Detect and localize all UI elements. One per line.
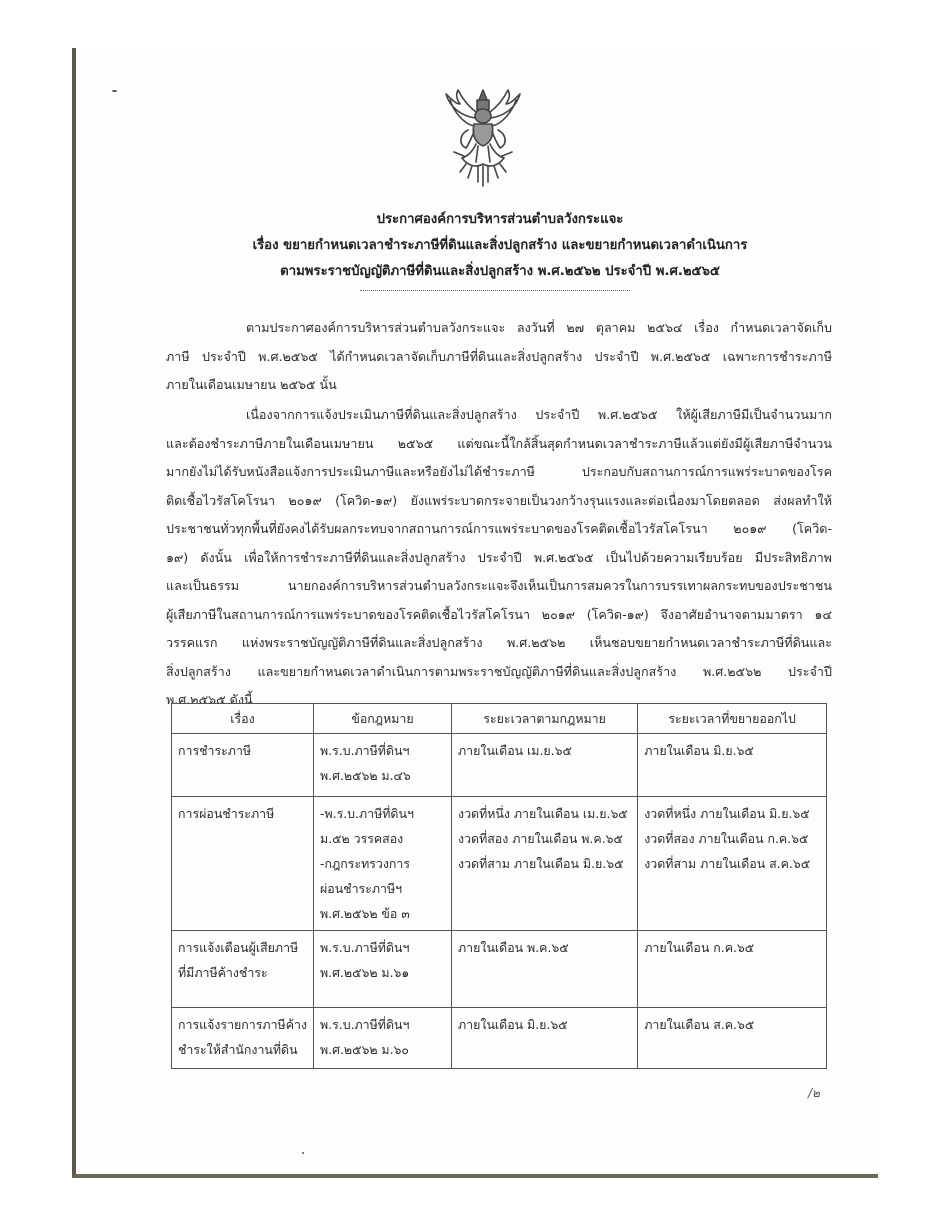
paragraph-line: เนื่องจากการแจ้งประเมินภาษีที่ดินและสิ่งปลูกสร้าง ประจำปี พ.ศ.๒๕๖๕ ให้ผู้เสียภาษีมีเป็นจำนวนมาก: [246, 407, 832, 422]
cell-line: พ.ร.บ.ภาษีที่ดินฯ: [320, 743, 410, 758]
cell-line: ผ่อนชำระภาษีฯ: [320, 881, 403, 896]
cell-subject: [172, 931, 314, 1008]
dotted-separator: [360, 290, 630, 291]
paragraph-line: ผู้เสียภาษีในสถานการณ์การแพร่ระบาดของโรคติดเชื้อไวรัสโคโรนา ๒๐๑๙ (โควิด-๑๙) จึงอาศัยอำนาจตามมาตรา ๑๔: [166, 606, 832, 622]
paragraph-line: และต้องชำระภาษีภายในเดือนเมษายน ๒๕๖๕ แต่ขณะนี้ใกล้สิ้นสุดกำหนดเวลาชำระภาษีแล้วแต่ยังมีผู้เสียภาษีจำนวน: [166, 435, 832, 451]
scan-speck: [302, 1152, 304, 1154]
paragraph-line: ติดเชื้อไวรัสโคโรนา ๒๐๑๙ (โควิด-๑๙) ยังแพร่ระบาดกระจายเป็นวงกว้างรุนแรงและต่อเนื่องมาโดยตลอด ส่งผลทำให้: [166, 492, 832, 508]
cell-line: พ.ศ.๒๕๖๒ ข้อ ๓: [320, 906, 410, 921]
cell-line: -กฎกระทรวงการ: [320, 856, 411, 871]
cell-line: การแจ้งเตือนผู้เสียภาษี: [178, 940, 299, 955]
table-row: [172, 734, 827, 797]
paragraph-line: วรรคแรก แห่งพระราชบัญญัติภาษีที่ดินและสิ่งปลูกสร้าง พ.ศ.๒๕๖๒ เห็นชอบขยายกำหนดเวลาชำระภาษีที่ดินและ: [166, 635, 832, 650]
cell-law: [314, 1008, 452, 1069]
cell-line: งวดที่หนึ่ง ภายในเดือน เม.ย.๖๕: [458, 806, 628, 821]
cell-line: การชำระภาษี: [178, 743, 252, 758]
table-row: [172, 1008, 827, 1069]
cell-law: [314, 797, 452, 931]
cell-line: ภายในเดือน มิ.ย.๖๕: [644, 743, 754, 758]
cell-line: ภายในเดือน ก.ค.๖๕: [644, 940, 755, 955]
paragraph-reason: [166, 401, 832, 715]
cell-extended-period: [638, 797, 827, 931]
cell-subject: [172, 797, 314, 931]
cell-line: ภายในเดือน มิ.ย.๖๕: [458, 1017, 568, 1032]
cell-line: งวดที่หนึ่ง ภายในเดือน มิ.ย.๖๕: [644, 806, 810, 821]
cell-line: ภายในเดือน พ.ค.๖๕: [458, 940, 569, 955]
paragraph-line: สิ่งปลูกสร้าง และขยายกำหนดเวลาดำเนินการตามพระราชบัญญัติภาษีที่ดินและสิ่งปลูกสร้าง พ.ศ.๒๕๖๒ ประจำปี: [166, 663, 832, 679]
cell-line: ชำระให้สำนักงานที่ดิน: [178, 1042, 298, 1057]
header-law: ข้อกฎหมาย: [314, 704, 452, 734]
cell-line: การผ่อนชำระภาษี: [178, 806, 275, 821]
cell-subject: [172, 734, 314, 797]
cell-line: พ.ศ.๒๕๖๒ ม.๔๖: [320, 768, 411, 783]
paragraph-line: ประชาชนทั่วทุกพื้นที่ยังคงได้รับผลกระทบจากสถานการณ์การแพร่ระบาดของโรคติดเชื้อไวรัสโคโรนา ๒๐๑๙ (โควิด-: [166, 521, 832, 536]
cell-line: -พ.ร.บ.ภาษีที่ดินฯ: [320, 806, 414, 821]
cell-line: การแจ้งรายการภาษีค้าง: [178, 1017, 307, 1032]
page-number: /๒: [808, 1086, 820, 1100]
announcement-subject-line2: ตามพระราชบัญญัติภาษีที่ดินและสิ่งปลูกสร้าง พ.ศ.๒๕๖๒ ประจำปี พ.ศ.๒๕๖๕: [280, 264, 720, 279]
cell-line: ม.๕๒ วรรคสอง: [320, 831, 404, 846]
cell-line: พ.ร.บ.ภาษีที่ดินฯ: [320, 940, 410, 955]
table-row: [172, 797, 827, 931]
cell-line: พ.ศ.๒๕๖๒ ม.๖๑: [320, 965, 410, 980]
announcement-subject-line1: เรื่อง ขยายกำหนดเวลาชำระภาษีที่ดินและสิ่งปลูกสร้าง และขยายกำหนดเวลาดำเนินการ: [252, 238, 748, 253]
paragraph-reference: [166, 314, 832, 400]
table-header-row: [172, 704, 827, 734]
cell-line: งวดที่สาม ภายในเดือน มิ.ย.๖๕: [458, 856, 624, 871]
paragraph-line: ๑๙) ดังนั้น เพื่อให้การชำระภาษีที่ดินและสิ่งปลูกสร้าง ประจำปี พ.ศ.๒๕๖๕ เป็นไปด้วยความเรียบร้อย มีประสิทธิภาพ: [166, 549, 832, 565]
cell-subject: [172, 1008, 314, 1069]
cell-law: [314, 931, 452, 1008]
cell-extended-period: [638, 1008, 827, 1069]
cell-line: งวดที่สอง ภายในเดือน พ.ค.๖๕: [458, 831, 623, 846]
scan-speck: [112, 90, 117, 92]
header-extended-period: ระยะเวลาที่ขยายออกไป: [638, 704, 827, 734]
paragraph-line: ภาษี ประจำปี พ.ศ.๒๕๖๕ ได้กำหนดเวลาจัดเก็บภาษีที่ดินและสิ่งปลูกสร้าง ประจำปี พ.ศ.๒๕๖๕ เฉพาะการชำระภาษี: [166, 348, 832, 364]
schedule-table: [171, 703, 827, 1069]
cell-line: ภายในเดือน เม.ย.๖๕: [458, 743, 572, 758]
cell-line: พ.ศ.๒๕๖๒ ม.๖๐: [320, 1042, 409, 1057]
header-legal-period: ระยะเวลาตามกฎหมาย: [452, 704, 638, 734]
cell-line: งวดที่สอง ภายในเดือน ก.ค.๖๕: [644, 831, 809, 846]
paragraph-line: มากยังไม่ได้รับหนังสือแจ้งการประเมินภาษีและหรือยังไม่ได้ชำระภาษี ประกอบกับสถานการณ์การแพร่ระบาดของโรค: [166, 464, 832, 479]
cell-legal-period: [452, 931, 638, 1008]
cell-legal-period: [452, 734, 638, 797]
cell-legal-period: [452, 797, 638, 931]
table-row: [172, 931, 827, 1008]
cell-line: ภายในเดือน ส.ค.๖๕: [644, 1017, 755, 1032]
paragraph-line: พ.ศ.๒๕๖๕ ดังนี้: [166, 692, 253, 707]
cell-legal-period: [452, 1008, 638, 1069]
announcement-title: ประกาศองค์การบริหารส่วนตำบลวังกระแจะ: [376, 212, 624, 227]
paragraph-line: และเป็นธรรม นายกองค์การบริหารส่วนตำบลวังกระแจะจึงเห็นเป็นการสมควรในการบรรเทาผลกระทบของประชาชน: [166, 578, 832, 593]
garuda-emblem-icon: [438, 86, 528, 190]
cell-line: งวดที่สาม ภายในเดือน ส.ค.๖๕: [644, 856, 811, 871]
paragraph-line: ภายในเดือนเมษายน ๒๕๖๕ นั้น: [166, 377, 337, 392]
cell-line: ที่มีภาษีค้างชำระ: [178, 965, 268, 980]
header-subject: เรื่อง: [172, 704, 314, 734]
cell-law: [314, 734, 452, 797]
cell-extended-period: [638, 734, 827, 797]
cell-extended-period: [638, 931, 827, 1008]
cell-line: พ.ร.บ.ภาษีที่ดินฯ: [320, 1017, 410, 1032]
paragraph-line: ตามประกาศองค์การบริหารส่วนตำบลวังกระแจะ ลงวันที่ ๒๗ ตุลาคม ๒๕๖๔ เรื่อง กำหนดเวลาจัดเก็บ: [246, 320, 832, 335]
